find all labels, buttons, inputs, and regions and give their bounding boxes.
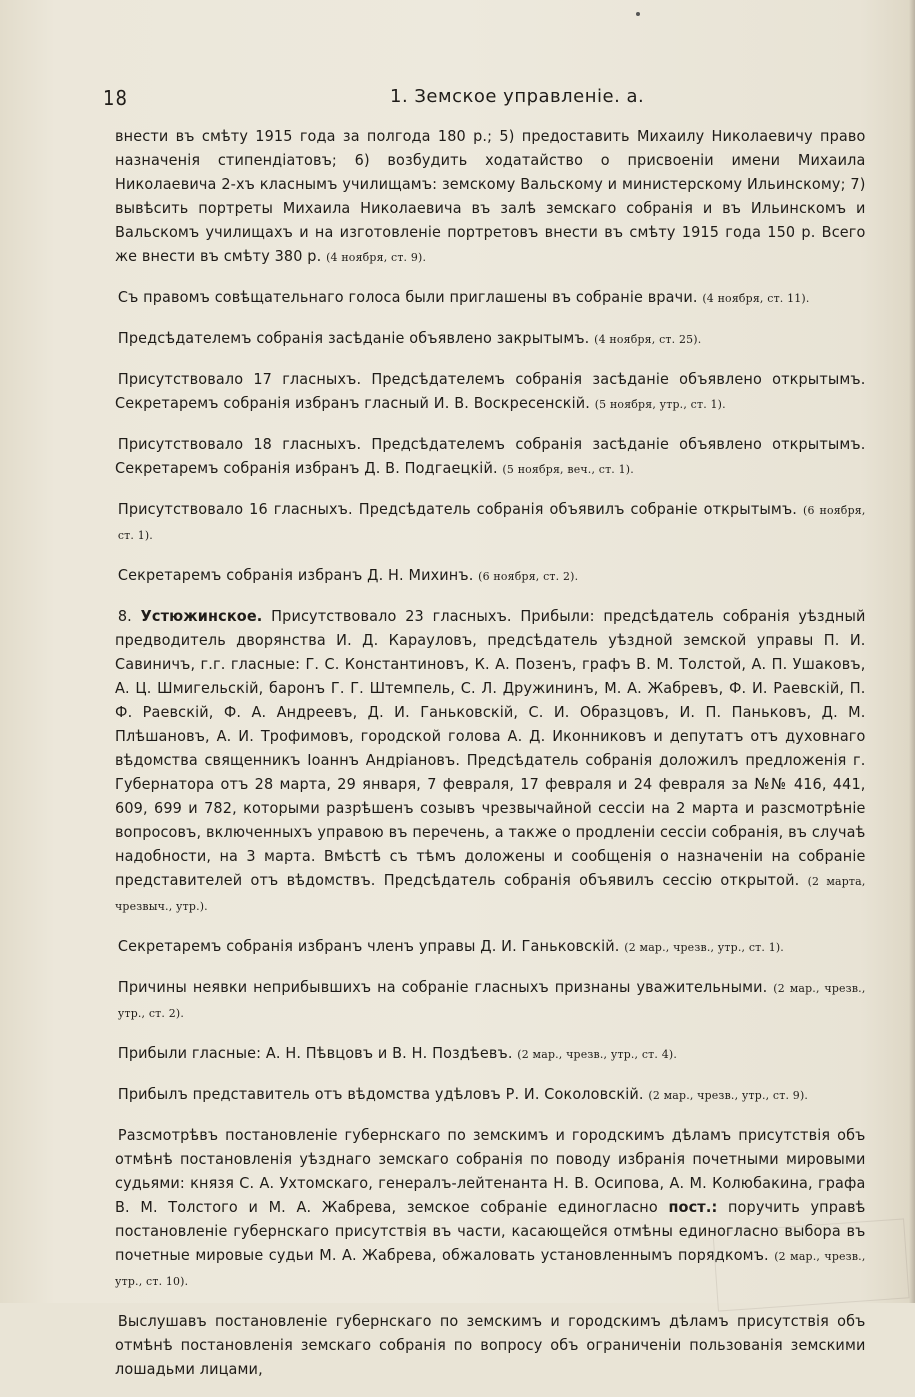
document-body [115,124,866,1397]
paragraph-text: Прибыли гласные: А. Н. Пѣвцовъ и В. Н. Поздѣевъ. [117,1044,513,1062]
session-reference: (4 ноября, ст. 9). [326,250,427,264]
paragraph-11 [115,1041,866,1066]
paragraph-text: Предсѣдателемъ собранія засѣданіе объявлено закрытымъ. [117,329,590,347]
page-header [0,86,915,116]
paragraph-text: Присутствовало 18 гласныхъ. Предсѣдателемъ собранія засѣданіе объявлено открытымъ. Секретаремъ собранія избранъ Д. В. Подгаецкій. [115,435,866,477]
paragraph-7 [115,563,866,588]
page-number: 18 [103,86,128,110]
paragraph-3 [115,326,866,351]
paragraph-text: Присутствовало 16 гласныхъ. Предсѣдатель собранія объявилъ собраніе открытымъ. [117,500,798,518]
paragraph-text: Секретаремъ собранія избранъ Д. Н. Михинъ. [117,566,474,584]
section-heading: Устюжинское. [140,607,263,625]
paragraph-text: Выслушавъ постановленіе губернскаго по земскимъ и городскимъ дѣламъ присутствія объ отмѣнѣ постановленія земскаго собранія по вопросу объ ограниченіи пользованія земскими лошадьми лицами, [115,1312,866,1378]
paragraph-12 [115,1082,866,1107]
session-reference: (5 ноября, веч., ст. 1). [502,462,634,476]
page-edge-shadow [909,0,915,1303]
paragraph-1 [115,124,866,269]
paragraph-9 [115,934,866,959]
paragraph-text: внести въ смѣту 1915 года за полгода 180 р.; 5) предоставить Михаилу Николаевичу право назначенія стипендіатовъ; 6) возбудить ходатайство о присвоеніи имени Михаила Николаевича 2-хъ класнымъ училищамъ: земскому Вальскому и министерскому Ильинскому; 7) вывѣсить портреты Михаила Николаевича въ залѣ земскаго собранія и въ Ильинскомъ и Вальскомъ училищахъ и на изготовленіе портретовъ внести въ смѣту 1915 года 150 р. Всего же внести въ смѣту 380 р. [115,127,866,265]
section-number: 8. [117,607,132,625]
paragraph-14 [115,1309,866,1381]
session-reference: (2 мар., чрезв., утр., ст. 2). [117,981,866,1020]
paragraph-6 [115,497,866,547]
session-reference: (2 мар., чрезв., утр., ст. 10). [115,1249,866,1288]
running-title: 1. Земское управленіе. а. [390,86,645,107]
paragraph-text: Секретаремъ собранія избранъ членъ управы Д. И. Ганьковскій. [117,937,620,955]
paragraph-2 [115,285,866,310]
session-reference: (2 мар., чрезв., утр., ст. 1). [624,940,784,954]
paragraph-text: Прибылъ представитель отъ вѣдомства удѣловъ Р. И. Соколовскій. [117,1085,644,1103]
faded-stamp [712,1218,909,1311]
paragraph-text: поручить управѣ постановленіе губернскаго присутствія въ части, касающейся отмѣны единогласно выбора въ почетные мировые судьи М. А. Жабрева, обжаловать установленнымъ порядкомъ. [115,1198,866,1264]
paragraph-text: Причины неявки неприбывшихъ на собраніе гласныхъ признаны уважительными. [117,978,768,996]
session-reference: (2 мар., чрезв., утр., ст. 4). [517,1047,677,1061]
session-reference: (4 ноября, ст. 11). [702,291,810,305]
paragraph-5 [115,432,866,481]
ink-dot [636,12,640,16]
session-reference: (6 ноября, ст. 1). [117,503,866,542]
session-reference: (2 марта, чрезвыч., утр.). [115,874,866,913]
session-reference: (5 ноября, утр., ст. 1). [594,397,726,411]
paragraph-text: Съ правомъ совѣщательнаго голоса были приглашены въ собраніе врачи. [117,288,698,306]
paragraph-4 [115,367,866,416]
session-reference: (2 мар., чрезв., утр., ст. 9). [648,1088,809,1102]
session-reference: (6 ноября, ст. 2). [478,569,579,583]
paragraph-text: Разсмотрѣвъ постановленіе губернскаго по земскимъ и городскимъ дѣламъ присутствія объ отмѣнѣ постановленія уѣзднаго земскаго собранія по поводу избранія почетными мировыми судьями: князя С. А. Ухтомскаго, генералъ-лейтенанта Н. В. Осипова, А. М. Колюбакина, графа В. М. Толстого и М. А. Жабрева, земское собраніе единогласно [115,1126,866,1216]
resolution-keyword: пост.: [668,1198,718,1216]
paragraph-8 [115,604,866,918]
session-reference: (4 ноября, ст. 25). [594,332,702,346]
paragraph-10 [115,975,866,1025]
paragraph-text: Присутствовало 17 гласныхъ. Предсѣдателемъ собранія засѣданіе объявлено открытымъ. Секретаремъ собранія избранъ гласный И. В. Воскресенскій. [115,370,866,412]
paragraph-text: Присутствовало 23 гласныхъ. Прибыли: предсѣдатель собранія уѣздный предводитель дворянства И. Д. Карауловъ, предсѣдатель уѣздной земской управы П. И. Савиничъ, г.г. гласные: Г. С. Константиновъ, К. А. Позенъ, графъ В. М. Толстой, А. П. Ушаковъ, А. Ц. Шмигельскій, баронъ Г. Г. Штемпель, С. Л. Дружининъ, М. А. Жабревъ, Ф. И. Раевскій, П. Ф. Раевскій, Ф. А. Андреевъ, Д. И. Ганьковскій, С. И. Образцовъ, И. П. Паньковъ, Д. М. Плѣшановъ, А. И. Трофимовъ, городской голова А. Д. Иконниковъ и депутатъ отъ духовнаго вѣдомства священникъ Іоаннъ Андріановъ. Предсѣдатель собранія доложилъ предложенія г. Губернатора отъ 28 марта, 29 января, 7 февраля, 17 февраля и 24 февраля за №№ 416, 441, 609, 699 и 782, которыми разрѣшенъ созывъ чрезвычайной сессіи на 2 марта и разсмотрѣніе вопросовъ, включенныхъ управою въ перечень, а также о продленіи сессіи собранія, въ случаѣ надобности, на 3 марта. Вмѣстѣ съ тѣмъ доложены и сообщенія о назначеніи на собраніе представителей отъ вѣдомствъ. Предсѣдатель собранія объявилъ сессію открытой. [115,607,866,889]
